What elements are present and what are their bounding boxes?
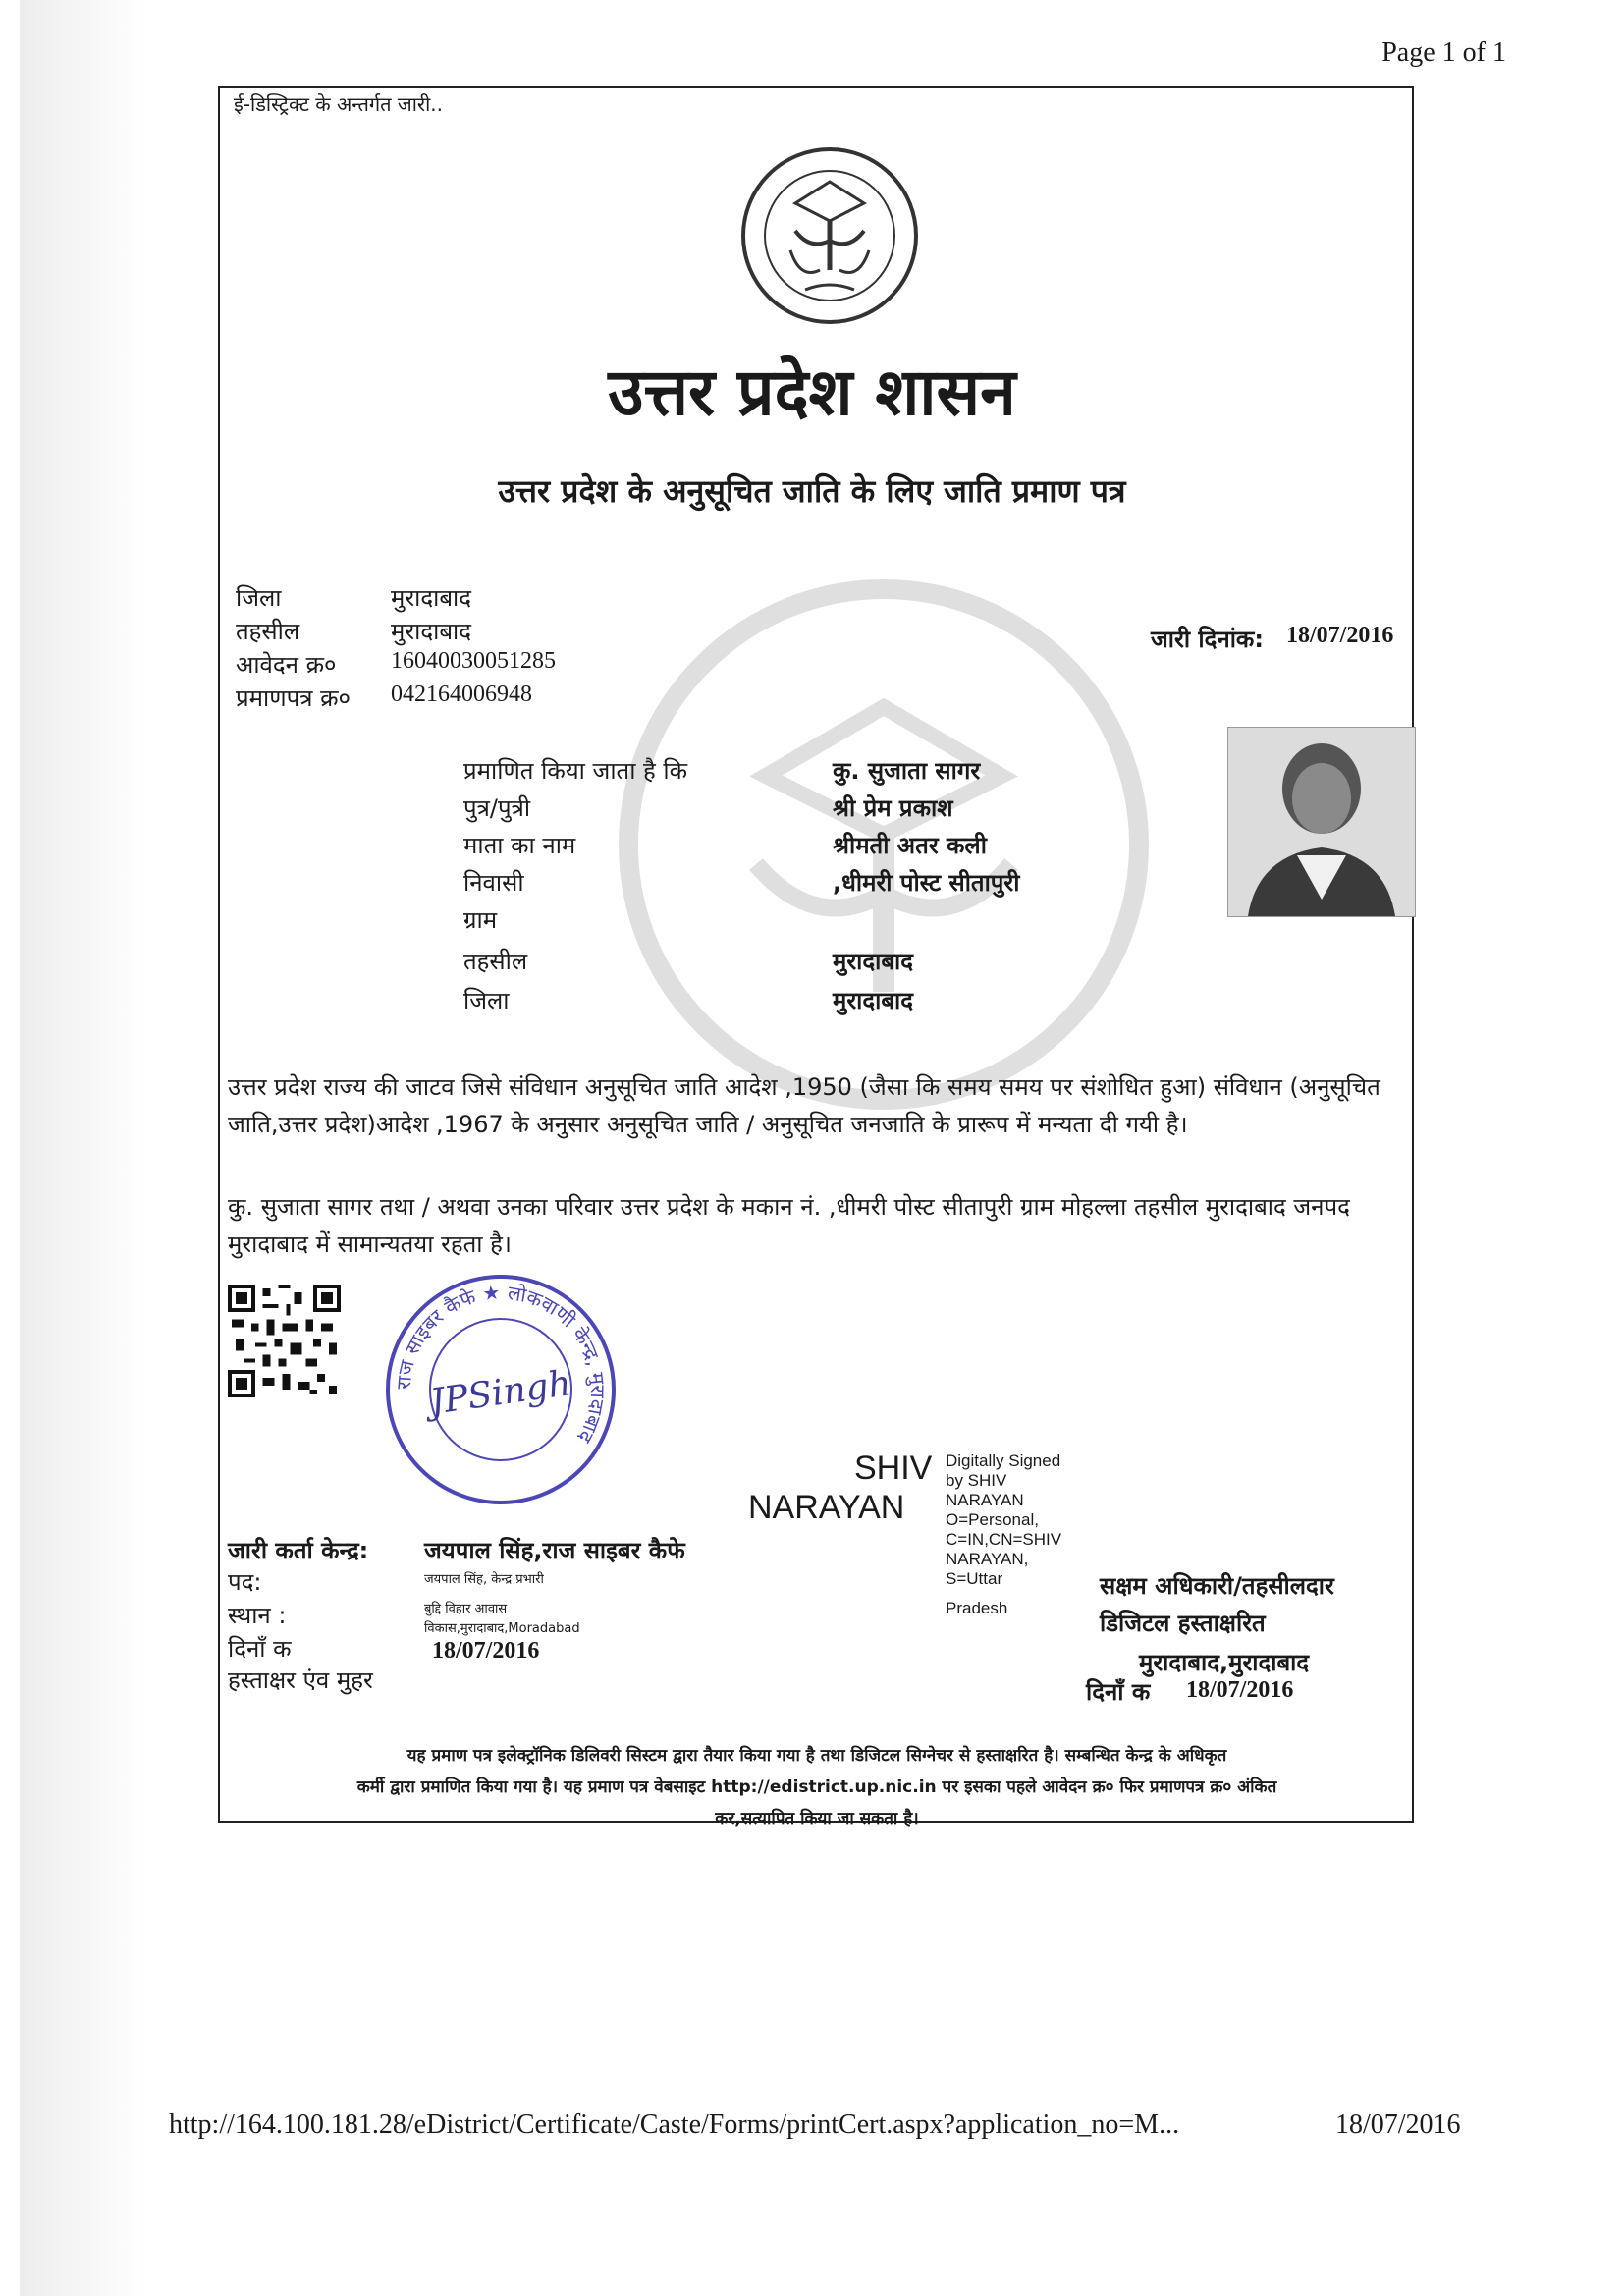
footer-note-line2: कर्मी द्वारा प्रमाणित किया गया है। यह प्रमाण पत्र वेबसाइट http://edistrict.up.nic.in पर इसका पहले आवेदन क्र० फिर प्रमाणपत्र क्र० अंकित — [356, 1777, 1277, 1797]
child-of-label: पुत्र/पुत्री — [463, 794, 531, 822]
header-note: ई-डिस्ट्रिक्ट के अन्तर्गत जारी.. — [234, 92, 443, 116]
authority-date-value: 18/07/2016 — [1186, 1677, 1294, 1703]
print-date: 18/07/2016 — [1335, 2109, 1461, 2140]
issuer-post-label: पद: — [228, 1568, 262, 1596]
authority-title: सक्षम अधिकारी/तहसीलदार — [1100, 1572, 1334, 1600]
mother-label: माता का नाम — [463, 832, 576, 859]
caste-declaration: उत्तर प्रदेश राज्य की जाटव जिसे संविधान अनुसूचित जाति आदेश ,1950 (जैसा कि समय समय पर संशोधित हुआ) संविधान (अनुसूचित जाति,उत्तर प्रदेश)आदेश ,1967 के अनुसार अनुसूचित जाति / अनुसूचित जनजाति के प्रारूप में मन्यता दी गयी है। — [228, 1073, 1380, 1138]
application-label: आवेदन क्र० — [236, 651, 337, 679]
tehsil-value: मुरादाबाद — [391, 618, 472, 645]
digital-sign-details: Digitally Signed by SHIV NARAYAN O=Personal, C=IN,CN=SHIV NARAYAN, S=Uttar Pradesh — [946, 1451, 1062, 1617]
issue-date-value: 18/07/2016 — [1286, 623, 1394, 648]
print-url: http://164.100.181.28/eDistrict/Certificate/Caste/Forms/printCert.aspx?application_no=M... — [169, 2109, 1180, 2140]
certified-label: प्रमाणित किया जाता है कि — [463, 757, 688, 785]
signer-name-line2: NARAYAN — [748, 1489, 905, 1526]
person-district-label: जिला — [463, 987, 510, 1014]
issue-date-label: जारी दिनांक: — [1151, 626, 1264, 653]
authority-digital: डिजिटल हस्ताक्षरित — [1100, 1610, 1266, 1637]
footer-note-line3: कर,सत्यापित किया जा सकता है। — [715, 1809, 919, 1829]
authority-date-label: दिनाँ क — [1086, 1678, 1151, 1706]
issuer-center-label: जारी कर्ता केन्द्र: — [228, 1537, 369, 1564]
person-tehsil-label: तहसील — [463, 948, 528, 975]
father-name: श्री प्रेम प्रकाश — [833, 794, 953, 822]
signer-name-line1: SHIV — [854, 1449, 933, 1487]
mother-name: श्रीमती अतर कली — [833, 832, 987, 859]
person-district-value: मुरादाबाद — [833, 987, 914, 1014]
resident-value: ,धीमरी पोस्ट सीतापुरी — [833, 869, 1020, 897]
page-title: उत्तर प्रदेश शासन — [608, 355, 1016, 430]
certificate-label: प्रमाणपत्र क्र० — [236, 684, 351, 712]
tehsil-label: तहसील — [236, 618, 300, 645]
issuer-date-label: दिनाँ क — [228, 1635, 292, 1663]
district-value: मुरादाबाद — [391, 584, 472, 612]
qr-code-icon — [228, 1285, 341, 1397]
issuer-place-value-1: बुद्दि विहार आवास — [424, 1602, 508, 1616]
applicant-name: कु. सुजाता सागर — [833, 757, 981, 785]
signature-text: JPSingh — [427, 1363, 574, 1423]
issuer-sign-label: हस्ताक्षर एंव मुहर — [228, 1667, 373, 1694]
issuer-date-value: 18/07/2016 — [432, 1638, 540, 1664]
scan-shadow — [20, 0, 147, 2296]
cyber-cafe-stamp — [378, 1267, 623, 1512]
district-label: जिला — [236, 584, 282, 612]
state-emblem-icon — [736, 142, 923, 329]
certificate-number: 042164006948 — [391, 682, 532, 707]
person-tehsil-value: मुरादाबाद — [833, 948, 914, 975]
application-number: 16040030051285 — [391, 648, 556, 674]
village-label: ग्राम — [463, 906, 498, 934]
resident-label: निवासी — [463, 869, 524, 897]
page-label: Page 1 of 1 — [1381, 37, 1506, 68]
residence-declaration: कु. सुजाता सागर तथा / अथवा उनका परिवार उत्तर प्रदेश के मकान नं. ,धीमरी पोस्ट सीतापुरी ग्राम मोहल्ला तहसील मुरादाबाद जनपद मुरादाबाद में सामान्यतया रहता है। — [228, 1193, 1350, 1258]
issuer-center-value: जयपाल सिंह,राज साइबर कैफे — [424, 1537, 685, 1564]
certificate-subtitle: उत्तर प्रदेश के अनुसूचित जाति के लिए जाति प्रमाण पत्र — [498, 472, 1126, 510]
stamp-ring-text: राज साइबर कैफे ★ लोकवाणी केन्द्र, मुरादाबाद — [391, 1280, 611, 1448]
applicant-photo — [1227, 727, 1416, 917]
authority-location: मुरादाबाद,मुरादाबाद — [1139, 1649, 1310, 1676]
issuer-place-label: स्थान : — [228, 1602, 287, 1629]
footer-note-line1: यह प्रमाण पत्र इलेक्ट्रॉनिक डिलिवरी सिस्टम द्वारा तैयार किया गया है तथा डिजिटल सिग्नेचर से हस्ताक्षरित है। सम्बन्धित केन्द्र के अधिकृत — [406, 1746, 1227, 1766]
issuer-place-value-2: विकास,मुरादाबाद,Moradabad — [424, 1621, 580, 1636]
issuer-post-value: जयपाल सिंह, केन्द्र प्रभारी — [424, 1572, 544, 1587]
